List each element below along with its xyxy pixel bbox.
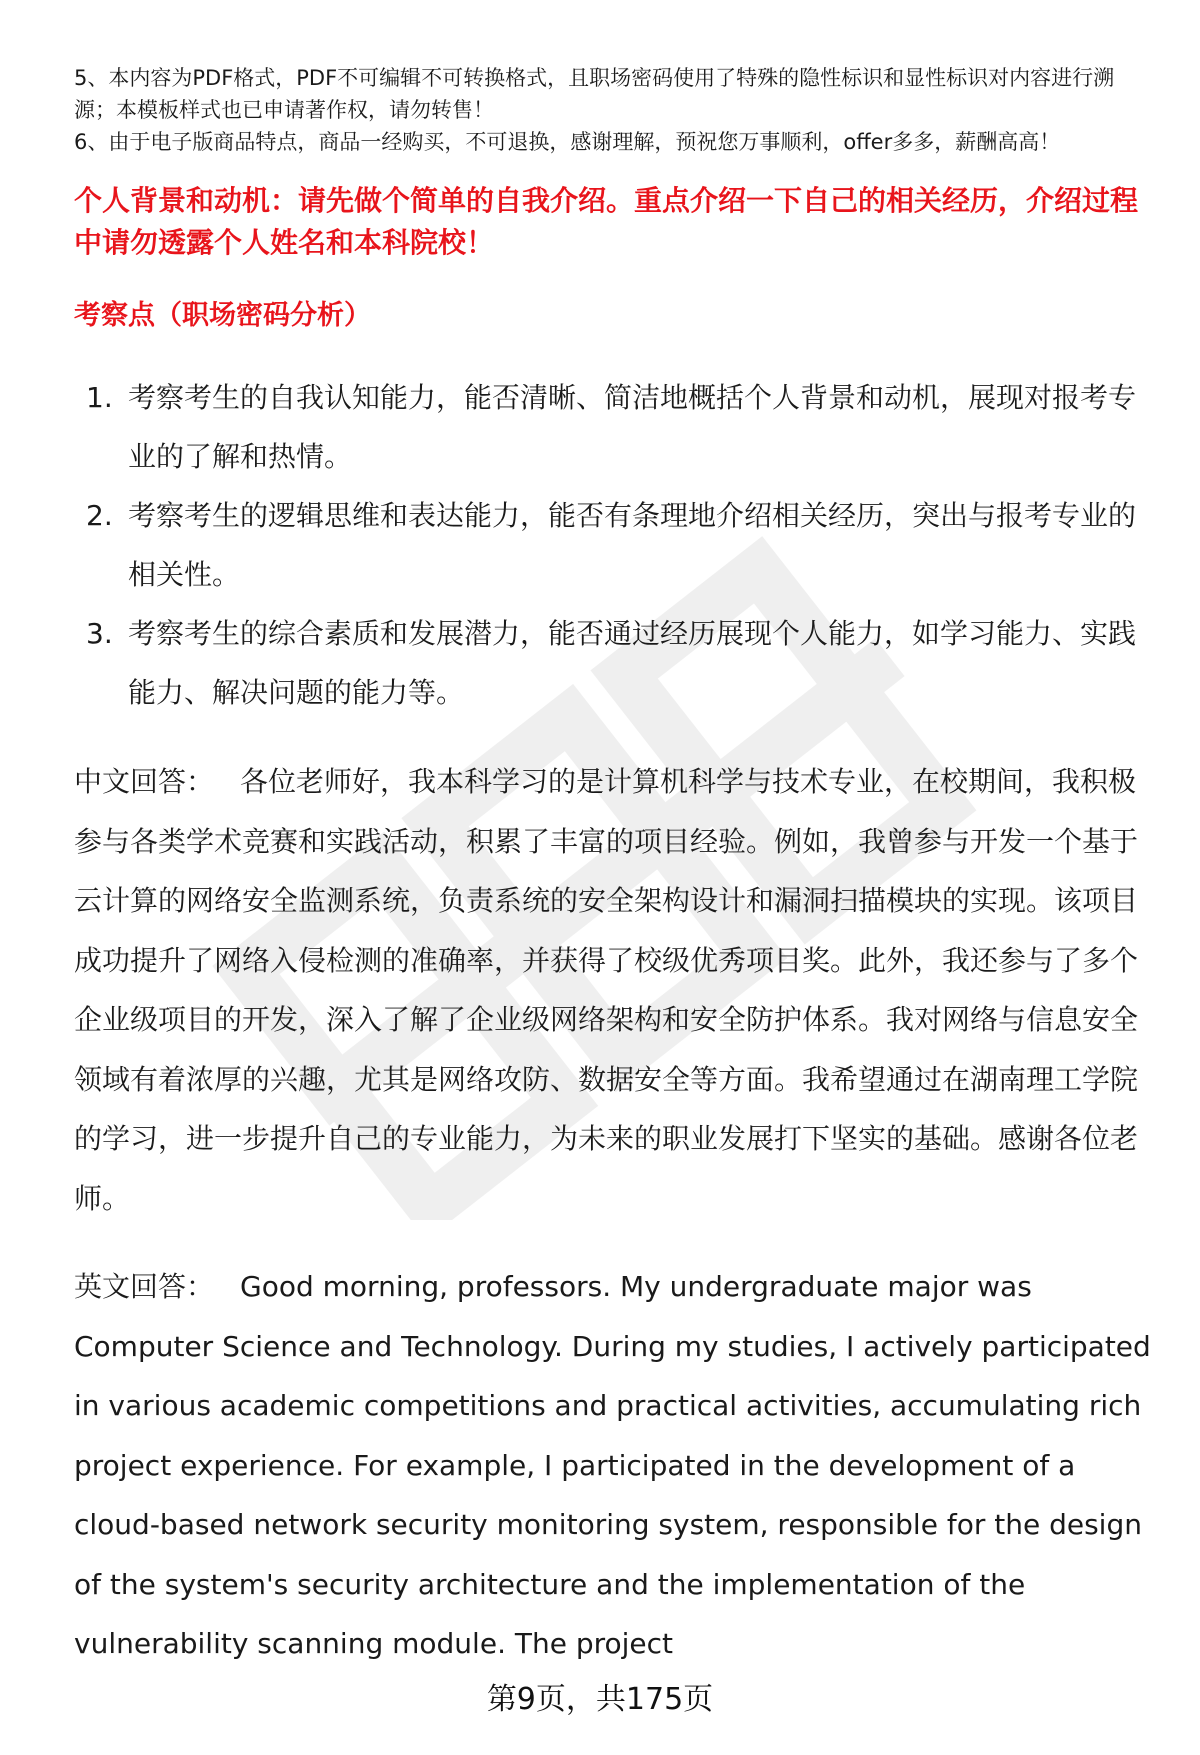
english-answer-label: 英文回答： xyxy=(74,1270,215,1303)
note-item: 6、由于电子版商品特点，商品一经购买，不可退换，感谢理解，预祝您万事顺利，offer多多，薪酬高高！ xyxy=(74,130,1061,154)
point-text: 考察考生的自我认知能力，能否清晰、简洁地概括个人背景和动机，展现对报考专业的了解和热情。 xyxy=(128,381,1137,473)
question-heading: 个人背景和动机：请先做个简单的自我介绍。重点介绍一下自己的相关经历，介绍过程中请勿透露个人姓名和本科院校！ xyxy=(74,184,1139,259)
point-number: 1. xyxy=(86,381,113,414)
english-answer-text: Good morning, professors. My undergraduate major was Computer Science and Technology. During my studies, I actively participated in various academic competitions and practical activities, accumulating rich project experience. For example, I participated in the development of a cloud-based network security monitoring system, responsible for the design of the system's security architecture and the implementation of the vulnerability scanning module. The project xyxy=(74,1270,1151,1660)
chinese-answer xyxy=(74,752,1164,1228)
chinese-answer-text: 各位老师好，我本科学习的是计算机科学与技术专业，在校期间，我积极参与各类学术竞赛和实践活动，积累了丰富的项目经验。例如，我曾参与开发一个基于云计算的网络安全监测系统，负责系统的安全架构设计和漏洞扫描模块的实现。该项目成功提升了网络入侵检测的准确率，并获得了校级优秀项目奖。此外，我还参与了多个企业级项目的开发，深入了解了企业级网络架构和安全防护体系。我对网络与信息安全领域有着浓厚的兴趣，尤其是网络攻防、数据安全等方面。我希望通过在湖南理工学院的学习，进一步提升自己的专业能力，为未来的职业发展打下坚实的基础。感谢各位老师。 xyxy=(74,765,1139,1215)
page-number: 第9页，共175页 xyxy=(486,1682,714,1717)
analysis-point xyxy=(74,604,1154,722)
point-number: 2. xyxy=(86,499,113,532)
point-text: 考察考生的逻辑思维和表达能力，能否有条理地介绍相关经历，突出与报考专业的相关性。 xyxy=(128,499,1137,591)
english-answer xyxy=(74,1257,1164,1674)
analysis-point xyxy=(74,368,1154,486)
analysis-points xyxy=(74,368,1154,722)
chinese-answer-label: 中文回答： xyxy=(74,765,215,798)
point-text: 考察考生的综合素质和发展潜力，能否通过经历展现个人能力，如学习能力、实践能力、解决问题的能力等。 xyxy=(128,617,1137,709)
point-number: 3. xyxy=(86,617,113,650)
analysis-heading: 考察点（职场密码分析） xyxy=(74,300,371,331)
purchase-notes xyxy=(74,62,1154,158)
analysis-point xyxy=(74,486,1154,604)
note-item: 5、本内容为PDF格式，PDF不可编辑不可转换格式，且职场密码使用了特殊的隐性标识和显性标识对内容进行溯源；本模板样式也已申请著作权，请勿转售！ xyxy=(74,66,1115,122)
